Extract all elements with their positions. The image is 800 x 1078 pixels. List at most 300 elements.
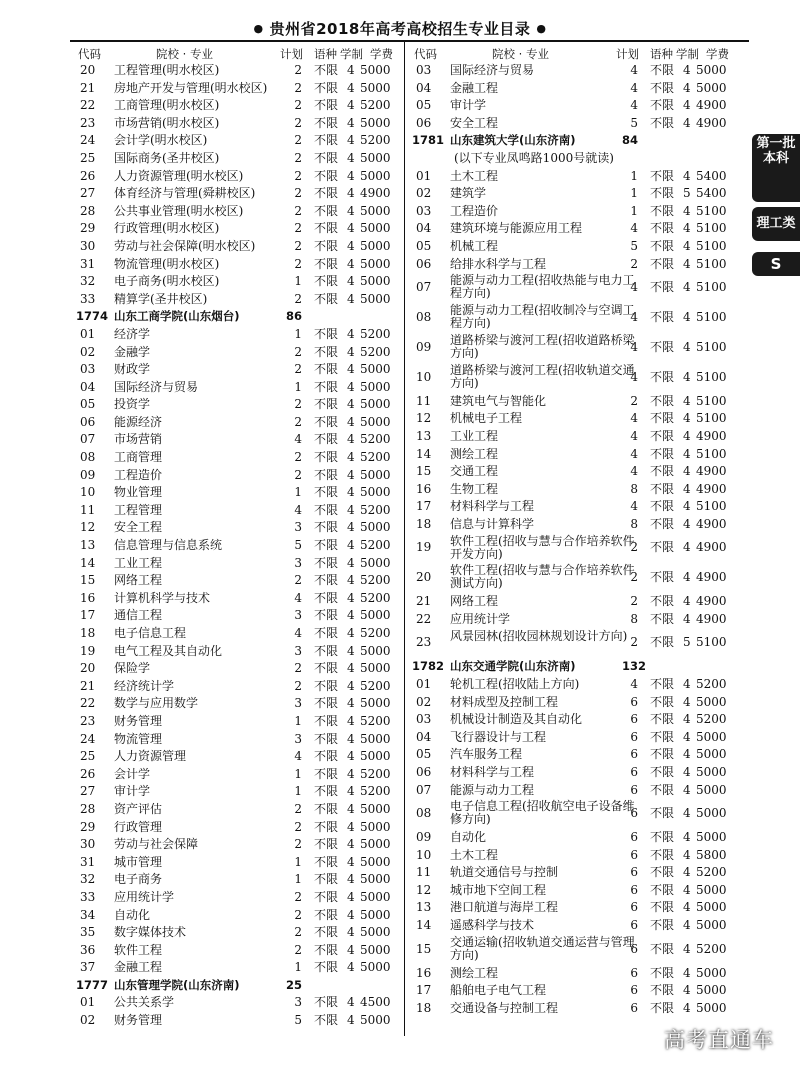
cell-yrs: 4 <box>347 326 355 341</box>
cell-name: 人力资源管理 <box>114 749 187 764</box>
cell-plan: 6 <box>630 1000 638 1015</box>
cell-lang: 不限 <box>650 830 675 845</box>
cell-name: 金融学 <box>114 344 151 359</box>
cell-code: 26 <box>80 766 96 781</box>
cell-yrs: 4 <box>347 344 355 359</box>
major-row <box>76 449 406 467</box>
cell-plan: 6 <box>630 747 638 762</box>
cell-code: 14 <box>416 918 432 933</box>
cell-plan: 3 <box>294 555 302 570</box>
cell-code: 05 <box>80 397 96 412</box>
cell-yrs: 4 <box>683 256 691 271</box>
cell-yrs: 4 <box>683 847 691 862</box>
cell-plan: 1 <box>630 168 638 183</box>
cell-code: 03 <box>416 63 432 77</box>
cell-yrs: 4 <box>683 729 691 744</box>
cell-plan: 3 <box>294 696 302 711</box>
cell-name: 公共事业管理(明水校区) <box>114 203 244 218</box>
cell-code: 16 <box>80 590 96 605</box>
cell-name: 建筑电气与智能化 <box>450 393 547 408</box>
major-row <box>76 396 406 414</box>
cell-name: 国际经济与贸易 <box>450 63 535 77</box>
cell-name: 网络工程 <box>114 573 163 588</box>
cell-code: 33 <box>80 889 96 904</box>
major-row <box>76 115 406 133</box>
cell-fee: 5200 <box>360 766 391 781</box>
cell-yrs: 4 <box>347 432 355 447</box>
cell-lang: 不限 <box>650 309 675 324</box>
cell-yrs: 4 <box>683 238 691 253</box>
major-row <box>76 572 406 590</box>
cell-name: 山东交通学院(山东济南) <box>450 659 576 674</box>
cell-code: 05 <box>416 747 432 762</box>
cell-lang: 不限 <box>314 1013 339 1028</box>
right-column <box>412 46 742 1017</box>
cell-plan: 3 <box>294 520 302 535</box>
cell-lang: 不限 <box>650 428 675 443</box>
cell-yrs: 4 <box>347 98 355 113</box>
major-row <box>76 519 406 537</box>
cell-fee: 5000 <box>360 643 391 658</box>
cell-name: 轮机工程(招收陆上方向) <box>450 677 580 691</box>
cell-plan: 86 <box>286 309 303 324</box>
cell-code: 30 <box>80 837 96 852</box>
cell-code: 37 <box>80 960 96 975</box>
cell-name: 劳动与社会保障(明水校区) <box>114 238 256 253</box>
cell-code: 15 <box>416 464 432 479</box>
cell-plan: 4 <box>630 98 638 113</box>
major-row <box>76 678 406 696</box>
cell-name: 机械电子工程 <box>450 411 523 426</box>
cell-code: 01 <box>416 677 432 691</box>
major-row <box>412 935 742 965</box>
major-row <box>412 917 742 935</box>
cell-plan: 2 <box>294 344 302 359</box>
cell-fee: 5200 <box>360 678 391 693</box>
cell-fee: 5000 <box>360 925 391 940</box>
cell-lang: 不限 <box>650 983 675 998</box>
major-row <box>412 363 742 393</box>
cell-plan: 8 <box>630 481 638 496</box>
cell-name: 土木工程 <box>450 847 499 862</box>
cell-plan: 6 <box>630 983 638 998</box>
cell-name: 交通运输(招收轨道交通运营与管理方向) <box>450 934 635 962</box>
cell-code: 18 <box>80 626 96 640</box>
cell-code: 08 <box>416 309 432 324</box>
cell-plan: 2 <box>294 801 302 816</box>
cell-plan: 6 <box>630 900 638 915</box>
cell-fee: 5200 <box>360 784 391 799</box>
cell-lang: 不限 <box>650 747 675 762</box>
cell-fee: 5100 <box>696 309 727 324</box>
major-row <box>412 782 742 800</box>
cell-lang: 不限 <box>650 694 675 709</box>
cell-fee: 5200 <box>360 326 391 341</box>
cell-lang: 不限 <box>650 965 675 980</box>
cell-name: 国际经济与贸易 <box>114 379 199 394</box>
major-row <box>76 326 406 344</box>
cell-lang: 不限 <box>650 611 675 626</box>
cell-name: 给排水科学与工程 <box>450 256 547 271</box>
cell-plan: 25 <box>286 977 303 992</box>
cell-fee: 5200 <box>360 538 391 553</box>
major-row <box>412 303 742 333</box>
cell-lang: 不限 <box>314 942 339 957</box>
cell-plan: 2 <box>294 414 302 429</box>
cell-plan: 8 <box>630 611 638 626</box>
cell-lang: 不限 <box>314 326 339 341</box>
cell-name: 物流管理(明水校区) <box>114 256 220 271</box>
cell-fee: 5100 <box>696 256 727 271</box>
cell-plan: 6 <box>630 830 638 845</box>
cell-code: 02 <box>416 694 432 709</box>
cell-plan: 2 <box>294 63 302 77</box>
major-row <box>76 379 406 397</box>
cell-code: 22 <box>416 611 432 626</box>
cell-lang: 不限 <box>650 865 675 880</box>
cell-fee: 5100 <box>696 369 727 384</box>
major-row <box>412 80 742 98</box>
cell-name: 材料科学与工程 <box>450 764 535 779</box>
cell-lang: 不限 <box>650 847 675 862</box>
major-row <box>412 273 742 303</box>
major-row <box>76 185 406 203</box>
cell-lang: 不限 <box>650 540 675 555</box>
cell-fee: 5000 <box>360 150 391 165</box>
cell-yrs: 4 <box>347 889 355 904</box>
cell-lang: 不限 <box>314 573 339 588</box>
cell-lang: 不限 <box>650 393 675 408</box>
cell-code: 14 <box>416 446 432 461</box>
cell-name: 工业工程 <box>450 428 499 443</box>
cell-fee: 5000 <box>360 221 391 236</box>
cell-name: 电气工程及其自动化 <box>114 643 223 658</box>
cell-name: 公共关系学 <box>114 995 175 1010</box>
cell-yrs: 4 <box>347 590 355 605</box>
cell-plan: 4 <box>630 464 638 479</box>
cell-name: 生物工程 <box>450 481 499 496</box>
cell-code: 14 <box>80 555 96 570</box>
major-row <box>412 410 742 428</box>
cell-fee: 5000 <box>360 555 391 570</box>
cell-code: 22 <box>80 98 96 113</box>
cell-name: 软件工程(招收与慧与合作培养软件测试方向) <box>450 563 635 591</box>
major-row <box>76 344 406 362</box>
col-header-name: 院校 · 专业 <box>156 47 213 61</box>
cell-lang: 不限 <box>314 168 339 183</box>
cell-lang: 不限 <box>314 379 339 394</box>
cell-yrs: 4 <box>347 942 355 957</box>
cell-lang: 不限 <box>314 203 339 218</box>
cell-fee: 5000 <box>360 520 391 535</box>
cell-plan: 6 <box>630 712 638 727</box>
cell-yrs: 4 <box>683 499 691 514</box>
major-row <box>412 676 742 694</box>
cell-plan: 6 <box>630 847 638 862</box>
cell-yrs: 4 <box>683 941 691 956</box>
cell-name: 工程管理 <box>114 502 163 517</box>
cell-yrs: 4 <box>347 274 355 289</box>
major-row <box>412 446 742 464</box>
cell-fee: 4900 <box>696 570 727 585</box>
cell-name: 保险学 <box>114 661 151 676</box>
major-row <box>76 150 406 168</box>
cell-plan: 2 <box>294 925 302 940</box>
cell-code: 28 <box>80 203 96 218</box>
cell-lang: 不限 <box>650 168 675 183</box>
cell-name: 审计学 <box>114 784 151 799</box>
cell-yrs: 4 <box>683 1000 691 1015</box>
cell-plan: 5 <box>630 115 638 130</box>
cell-lang: 不限 <box>314 432 339 447</box>
cell-code: 23 <box>80 115 96 130</box>
cell-name: 市场营销 <box>114 432 163 447</box>
cell-yrs: 4 <box>683 694 691 709</box>
cell-fee: 5400 <box>696 186 727 201</box>
cell-code: 33 <box>80 291 96 306</box>
cell-code: 16 <box>416 481 432 496</box>
cell-name: 数字媒体技术 <box>114 925 187 940</box>
major-row <box>412 965 742 983</box>
cell-yrs: 4 <box>347 801 355 816</box>
cell-plan: 3 <box>294 608 302 623</box>
cell-yrs: 4 <box>347 749 355 764</box>
cell-code: 15 <box>80 573 96 588</box>
cell-code: 04 <box>416 80 432 95</box>
cell-name: 人力资源管理(明水校区) <box>114 168 244 183</box>
major-row <box>76 62 406 80</box>
major-row <box>412 829 742 847</box>
cell-fee: 5200 <box>360 133 391 148</box>
major-row <box>76 924 406 942</box>
cell-lang: 不限 <box>314 696 339 711</box>
cell-plan: 2 <box>294 115 302 130</box>
cell-yrs: 4 <box>683 464 691 479</box>
cell-plan: 4 <box>630 309 638 324</box>
major-row <box>412 62 742 80</box>
cell-plan: 1 <box>294 766 302 781</box>
cell-yrs: 4 <box>683 747 691 762</box>
cell-lang: 不限 <box>314 115 339 130</box>
cell-plan: 6 <box>630 806 638 821</box>
cell-name: 电子商务 <box>114 872 163 887</box>
cell-code: 07 <box>416 280 432 295</box>
major-row <box>412 799 742 829</box>
left-column-header <box>76 46 406 62</box>
cell-code: 24 <box>80 731 96 746</box>
cell-yrs: 4 <box>347 467 355 482</box>
major-row <box>76 273 406 291</box>
cell-code: 09 <box>80 467 96 482</box>
cell-code: 19 <box>80 643 96 658</box>
cell-yrs: 4 <box>683 594 691 609</box>
cell-name: 网络工程 <box>450 594 499 609</box>
cell-lang: 不限 <box>650 712 675 727</box>
major-row <box>412 563 742 593</box>
major-row <box>412 256 742 274</box>
major-row <box>76 502 406 520</box>
cell-plan: 2 <box>294 291 302 306</box>
cell-name: 数学与应用数学 <box>114 696 199 711</box>
cell-name: 自动化 <box>114 907 151 922</box>
cell-yrs: 4 <box>347 115 355 130</box>
cell-yrs: 4 <box>347 713 355 728</box>
cell-lang: 不限 <box>314 995 339 1010</box>
cell-name: 信息管理与信息系统 <box>114 538 223 553</box>
cell-plan: 4 <box>630 369 638 384</box>
cell-name: 行政管理 <box>114 819 163 834</box>
cell-name: 轨道交通信号与控制 <box>450 865 559 880</box>
cell-lang: 不限 <box>650 98 675 113</box>
cell-fee: 4900 <box>360 186 391 201</box>
cell-name: 交通设备与控制工程 <box>450 1000 559 1015</box>
cell-name: 飞行器设计与工程 <box>450 729 547 744</box>
cell-lang: 不限 <box>314 520 339 535</box>
cell-code: 35 <box>80 925 96 940</box>
cell-fee: 5100 <box>696 393 727 408</box>
cell-code: 07 <box>416 782 432 797</box>
cell-yrs: 4 <box>347 186 355 201</box>
cell-fee: 5100 <box>696 411 727 426</box>
cell-name: 道路桥梁与渡河工程(招收轨道交通方向) <box>450 362 635 390</box>
major-row <box>412 185 742 203</box>
cell-name: 财政学 <box>114 362 151 377</box>
major-row <box>412 220 742 238</box>
cell-name: 港口航道与海岸工程 <box>450 900 559 915</box>
cell-name: 工程造价 <box>114 467 163 482</box>
major-row <box>412 463 742 481</box>
cell-fee: 5000 <box>696 882 727 897</box>
cell-name: 测绘工程 <box>450 446 499 461</box>
cell-yrs: 4 <box>683 369 691 384</box>
header-rule <box>70 40 749 42</box>
cell-fee: 5000 <box>696 747 727 762</box>
major-row <box>76 607 406 625</box>
cell-yrs: 4 <box>683 540 691 555</box>
cell-plan: 1 <box>294 485 302 500</box>
cell-name: 能源经济 <box>114 414 163 429</box>
cell-fee: 5000 <box>696 729 727 744</box>
cell-name: 审计学 <box>450 98 487 113</box>
cell-fee: 5000 <box>360 203 391 218</box>
cell-fee: 5200 <box>360 98 391 113</box>
cell-code: 06 <box>416 115 432 130</box>
cell-yrs: 4 <box>347 520 355 535</box>
cell-yrs: 4 <box>683 677 691 691</box>
major-row <box>76 748 406 766</box>
cell-code: 07 <box>80 432 96 447</box>
cell-fee: 5200 <box>696 712 727 727</box>
cell-fee: 5000 <box>696 806 727 821</box>
cell-code: 17 <box>416 983 432 998</box>
cell-fee: 5200 <box>696 865 727 880</box>
cell-yrs: 4 <box>347 678 355 693</box>
major-row <box>76 819 406 837</box>
cell-name: 山东建筑大学(山东济南) <box>450 133 576 148</box>
cell-lang: 不限 <box>314 63 339 77</box>
cell-name: 行政管理(明水校区) <box>114 221 220 236</box>
major-row <box>76 467 406 485</box>
cell-fee: 5100 <box>696 203 727 218</box>
cell-lang: 不限 <box>314 872 339 887</box>
major-row <box>76 643 406 661</box>
cell-fee: 5000 <box>360 872 391 887</box>
major-row <box>412 481 742 499</box>
major-row <box>76 713 406 731</box>
cell-yrs: 4 <box>347 538 355 553</box>
cell-code: 22 <box>80 696 96 711</box>
cell-code: 11 <box>80 502 96 517</box>
cell-name: 投资学 <box>114 397 151 412</box>
cell-plan: 1 <box>294 326 302 341</box>
cell-yrs: 4 <box>347 696 355 711</box>
cell-yrs: 4 <box>683 782 691 797</box>
cell-name: 城市管理 <box>114 854 163 869</box>
cell-code: 03 <box>80 362 96 377</box>
cell-code: 13 <box>416 428 432 443</box>
cell-plan: 2 <box>294 450 302 465</box>
left-column <box>76 46 406 1030</box>
cell-plan: 132 <box>622 659 647 674</box>
cell-code: 15 <box>416 941 432 956</box>
cell-name: 软件工程 <box>114 942 163 957</box>
cell-fee: 4900 <box>696 594 727 609</box>
major-row <box>412 498 742 516</box>
cell-name: 经济统计学 <box>114 678 175 693</box>
cell-fee: 5000 <box>360 362 391 377</box>
cell-code: 29 <box>80 819 96 834</box>
cell-fee: 5000 <box>696 983 727 998</box>
major-row <box>76 731 406 749</box>
cell-name: 船舶电子电气工程 <box>450 983 547 998</box>
cell-plan: 6 <box>630 729 638 744</box>
school-row <box>412 658 742 676</box>
cell-plan: 4 <box>294 626 302 640</box>
cell-fee: 5200 <box>360 590 391 605</box>
cell-name: 电子商务(明水校区) <box>114 274 220 289</box>
cell-fee: 5000 <box>696 63 727 77</box>
major-row <box>412 746 742 764</box>
cell-lang: 不限 <box>650 806 675 821</box>
major-row <box>76 783 406 801</box>
cell-yrs: 4 <box>347 133 355 148</box>
cell-lang: 不限 <box>650 464 675 479</box>
cell-name: 自动化 <box>450 830 487 845</box>
major-row <box>76 168 406 186</box>
cell-code: 36 <box>80 942 96 957</box>
cell-name: 道路桥梁与渡河工程(招收道路桥梁方向) <box>450 332 635 360</box>
cell-yrs: 4 <box>347 502 355 517</box>
cell-fee: 4900 <box>696 611 727 626</box>
major-row <box>412 847 742 865</box>
cell-code: 32 <box>80 274 96 289</box>
cell-plan: 4 <box>294 590 302 605</box>
cell-plan: 4 <box>630 339 638 354</box>
cell-code: 09 <box>416 339 432 354</box>
cell-plan: 4 <box>630 446 638 461</box>
major-row <box>412 629 742 659</box>
cell-name: 测绘工程 <box>450 965 499 980</box>
cell-yrs: 4 <box>683 764 691 779</box>
cell-fee: 5000 <box>360 854 391 869</box>
major-row <box>76 414 406 432</box>
cell-code: 03 <box>416 712 432 727</box>
cell-yrs: 4 <box>683 965 691 980</box>
cell-name: 工商管理 <box>114 450 163 465</box>
cell-name: 精算学(圣井校区) <box>114 291 208 306</box>
cell-lang: 不限 <box>314 749 339 764</box>
cell-code: 11 <box>416 393 432 408</box>
